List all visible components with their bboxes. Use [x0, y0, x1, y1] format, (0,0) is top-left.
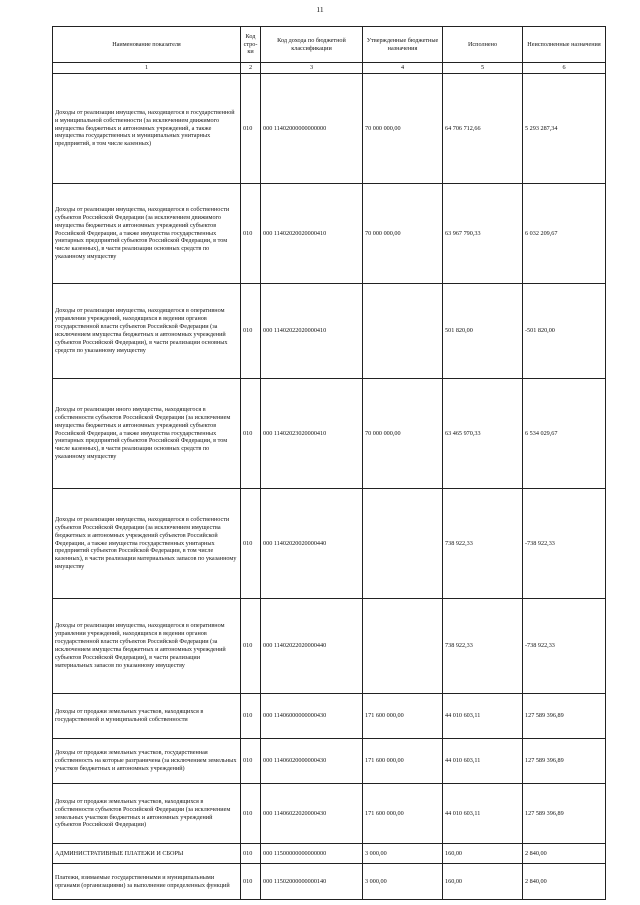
table-row	[53, 694, 606, 739]
row-kbk: 000 11402020020000440	[261, 489, 363, 599]
row-name: Доходы от реализации имущества, находящегося в собственности субъектов Российской Федерации (за исключением имущества бюджетных и автономных учреждений субъектов Российской Федерации, а также имущества государственных унитарных предприятий субъектов Российской Федерации, в том числе казенных), в части реализации материальных запасов по указанному имуществу	[53, 489, 241, 599]
row-executed: 501 820,00	[443, 284, 523, 379]
row-name: Доходы от реализации имущества, находящегося в государственной и муниципальной собственности (за исключением движимого имущества бюджетных и автономных учреждений, а также имущества государственных и муниципальных унитарных предприятий, в том числе казенных)	[53, 74, 241, 184]
row-code: 010	[241, 379, 261, 489]
column-number: 4	[363, 63, 443, 74]
header-remaining: Неисполненные назначения	[523, 27, 606, 63]
row-executed: 63 465 970,33	[443, 379, 523, 489]
row-code: 010	[241, 74, 261, 184]
row-remaining: -738 922,33	[523, 599, 606, 694]
row-name: Доходы от реализации имущества, находящегося в собственности субъектов Российской Федерации (за исключением движимого имущества бюджетных и автономных учреждений субъектов Российской Федерации, а также имущества государственных унитарных предприятий субъектов Российской Федерации, в том числе казенных), в части реализации основных средств по указанному имуществу	[53, 184, 241, 284]
column-number: 5	[443, 63, 523, 74]
row-executed: 160,00	[443, 844, 523, 864]
row-approved: 171 600 000,00	[363, 739, 443, 784]
row-code: 010	[241, 864, 261, 900]
row-executed: 44 010 603,11	[443, 694, 523, 739]
header-name: Наименование показателя	[53, 27, 241, 63]
row-name: Доходы от продажи земельных участков, находящихся в собственности субъектов Российской Федерации (за исключением земельных участков бюджетных и автономных учреждений субъектов Российской Федерации)	[53, 784, 241, 844]
row-approved: 70 000 000,00	[363, 379, 443, 489]
column-number: 1	[53, 63, 241, 74]
row-name: АДМИНИСТРАТИВНЫЕ ПЛАТЕЖИ И СБОРЫ	[53, 844, 241, 864]
row-kbk: 000 11500000000000000	[261, 844, 363, 864]
row-approved: 3 000,00	[363, 844, 443, 864]
row-kbk: 000 11402020020000410	[261, 184, 363, 284]
row-approved	[363, 284, 443, 379]
table-header-row	[53, 27, 606, 63]
row-approved	[363, 489, 443, 599]
row-remaining: 127 589 396,89	[523, 784, 606, 844]
row-remaining: -738 922,33	[523, 489, 606, 599]
column-number: 6	[523, 63, 606, 74]
row-kbk: 000 11402023020000410	[261, 379, 363, 489]
row-code: 010	[241, 184, 261, 284]
row-kbk: 000 11402022020000440	[261, 599, 363, 694]
budget-execution-table	[52, 26, 606, 900]
row-code: 010	[241, 284, 261, 379]
row-code: 010	[241, 489, 261, 599]
row-executed: 160,00	[443, 864, 523, 900]
row-remaining: 6 534 029,67	[523, 379, 606, 489]
row-executed: 738 922,33	[443, 489, 523, 599]
column-numbers-row	[53, 63, 606, 74]
row-remaining: 2 840,00	[523, 844, 606, 864]
row-kbk: 000 11406000000000430	[261, 694, 363, 739]
header-kbk: Код дохода по бюджетной классификации	[261, 27, 363, 63]
row-code: 010	[241, 739, 261, 784]
row-name: Доходы от продажи земельных участков, находящихся в государственной и муниципальной собственности	[53, 694, 241, 739]
column-number: 2	[241, 63, 261, 74]
row-code: 010	[241, 694, 261, 739]
row-approved	[363, 599, 443, 694]
row-remaining: 2 840,00	[523, 864, 606, 900]
row-name: Доходы от реализации иного имущества, находящегося в собственности субъектов Российской Федерации (за исключением имущества бюджетных и автономных учреждений субъектов Российской Федерации, а также имущества государственных унитарных предприятий субъектов Российской Федерации, в том числе казенных), в части реализации основных средств по указанному имуществу	[53, 379, 241, 489]
header-approved: Утвержденные бюджетные назначения	[363, 27, 443, 63]
row-executed: 44 010 603,11	[443, 739, 523, 784]
row-kbk: 000 11402022020000410	[261, 284, 363, 379]
header-code: Код стро-ки	[241, 27, 261, 63]
row-approved: 3 000,00	[363, 864, 443, 900]
row-name: Доходы от продажи земельных участков, государственная собственность на которые разграничена (за исключением земельных участков бюджетных и автономных учреждений)	[53, 739, 241, 784]
table-row	[53, 784, 606, 844]
row-kbk: 000 11402000000000000	[261, 74, 363, 184]
row-remaining: -501 820,00	[523, 284, 606, 379]
row-remaining: 127 589 396,89	[523, 739, 606, 784]
row-name: Доходы от реализации имущества, находящегося в оперативном управлении учреждений, находящихся в ведении органов государственной власти субъектов Российской Федерации (за исключением имущества бюджетных и автономных учреждений субъектов Российской Федерации), в части реализации материальных запасов по указанному имуществу	[53, 599, 241, 694]
row-approved: 171 600 000,00	[363, 694, 443, 739]
row-approved: 70 000 000,00	[363, 74, 443, 184]
row-executed: 64 706 712,66	[443, 74, 523, 184]
table-row	[53, 74, 606, 184]
row-name: Платежи, взимаемые государственными и муниципальными органами (организациями) за выполнение определенных функций	[53, 864, 241, 900]
table-row	[53, 184, 606, 284]
page-number: 11	[316, 5, 324, 14]
table-row	[53, 599, 606, 694]
row-code: 010	[241, 784, 261, 844]
row-kbk: 000 11406022020000430	[261, 784, 363, 844]
header-executed: Исполнено	[443, 27, 523, 63]
row-approved: 70 000 000,00	[363, 184, 443, 284]
table-row	[53, 844, 606, 864]
row-remaining: 5 293 287,34	[523, 74, 606, 184]
table-row	[53, 489, 606, 599]
row-kbk: 000 11502000000000140	[261, 864, 363, 900]
table-row	[53, 284, 606, 379]
row-remaining: 6 032 209,67	[523, 184, 606, 284]
row-executed: 63 967 790,33	[443, 184, 523, 284]
row-code: 010	[241, 844, 261, 864]
row-executed: 738 922,33	[443, 599, 523, 694]
row-executed: 44 010 603,11	[443, 784, 523, 844]
table-row	[53, 739, 606, 784]
table-row	[53, 379, 606, 489]
row-code: 010	[241, 599, 261, 694]
column-number: 3	[261, 63, 363, 74]
row-kbk: 000 11406020000000430	[261, 739, 363, 784]
row-remaining: 127 589 396,89	[523, 694, 606, 739]
row-name: Доходы от реализации имущества, находящегося в оперативном управлении учреждений, находящихся в ведении органов государственной власти субъектов Российской Федерации (за исключением имущества бюджетных и автономных учреждений субъектов Российской Федерации), в части реализации основных средств по указанному имуществу	[53, 284, 241, 379]
table-row	[53, 864, 606, 900]
row-approved: 171 600 000,00	[363, 784, 443, 844]
